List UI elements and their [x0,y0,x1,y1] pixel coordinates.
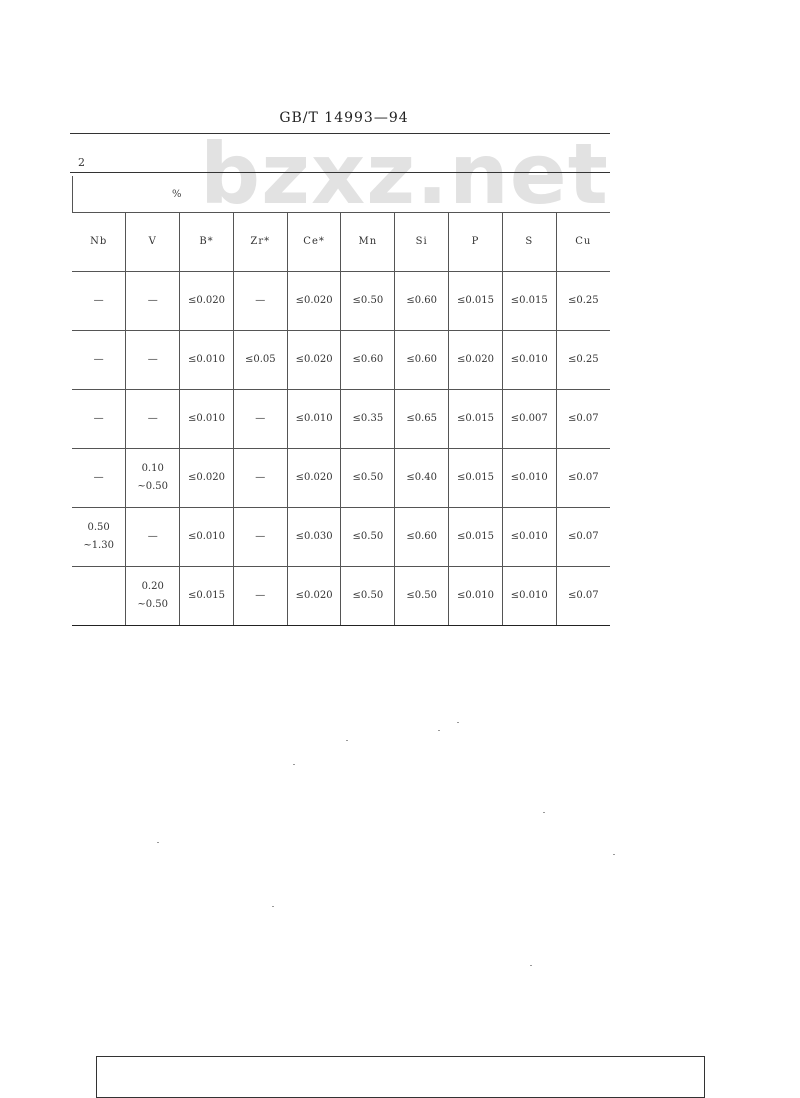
table-cell: ≤0.020 [287,567,341,626]
table-cell: ≤0.50 [395,567,449,626]
table-cell: ≤0.50 [341,508,395,567]
table-cell: ≤0.015 [502,272,556,331]
table-cell: ≤0.50 [341,449,395,508]
scan-speck [457,722,459,723]
table-cell: ≤0.07 [556,390,610,449]
table-row [72,272,610,331]
table-row [72,449,610,508]
table-cell: ≤0.010 [502,567,556,626]
table-cell: ≤0.35 [341,390,395,449]
table-cell: ≤0.010 [180,331,234,390]
column-header: Cu [556,213,610,272]
table-cell: ≤0.015 [180,567,234,626]
scan-speck [157,842,159,843]
table-cell: ≤0.015 [449,508,503,567]
column-header: Mn [341,213,395,272]
column-header: B* [180,213,234,272]
column-header: Nb [72,213,126,272]
table-cell: ≤0.020 [180,449,234,508]
table-cell: ≤0.020 [449,331,503,390]
table-cell: ≤0.010 [502,331,556,390]
table-cell: ≤0.010 [180,508,234,567]
table-cell: ≤0.05 [233,331,287,390]
column-header: P [449,213,503,272]
table-cell: — [233,449,287,508]
scan-speck [543,812,545,813]
table-cell: ≤0.020 [287,272,341,331]
table-cell: ≤0.020 [287,331,341,390]
table-row [72,390,610,449]
table-left-border [72,176,73,212]
table-cell [72,567,126,626]
table-cell: ≤0.60 [395,272,449,331]
unit-label: % [172,189,182,200]
table-number: 2 [78,156,85,169]
table-cell: — [72,449,126,508]
table-cell: — [72,390,126,449]
table-cell: — [72,331,126,390]
table-cell: ≤0.010 [287,390,341,449]
table-cell: — [126,390,180,449]
table-cell: ≤0.65 [395,390,449,449]
table-cell: ≤0.007 [502,390,556,449]
table-row [72,508,610,567]
scan-speck [438,730,440,731]
table-cell: ≤0.60 [395,508,449,567]
table-cell: ≤0.40 [395,449,449,508]
scan-speck [613,854,615,855]
table-cell: ≤0.010 [502,449,556,508]
table-cell: ≤0.60 [341,331,395,390]
table-cell: ≤0.50 [341,272,395,331]
column-header: S [502,213,556,272]
table-cell: ≤0.010 [180,390,234,449]
table-cell: — [233,567,287,626]
table-cell: — [126,272,180,331]
header-rule [70,133,610,134]
table-cell: ≤0.07 [556,567,610,626]
column-header: Si [395,213,449,272]
scan-speck [530,965,532,966]
table-cell: ≤0.60 [395,331,449,390]
table-cell: ≤0.030 [287,508,341,567]
table-cell: 0.50 ~1.30 [72,508,126,567]
table-cell: ≤0.010 [449,567,503,626]
table-cell: 0.10 ~0.50 [126,449,180,508]
scan-speck [272,906,274,907]
footer-frame [96,1056,705,1098]
scan-speck [346,740,348,741]
table-cell: — [233,390,287,449]
table-cell: 0.20 ~0.50 [126,567,180,626]
table-cell: ≤0.015 [449,390,503,449]
watermark: bzxz.net [200,125,609,223]
table-row [72,567,610,626]
table-row [72,331,610,390]
table-cell: ≤0.07 [556,508,610,567]
composition-table [72,212,610,626]
table-cell: — [233,508,287,567]
table-cell: — [72,272,126,331]
table-cell: ≤0.25 [556,272,610,331]
table-cell: ≤0.015 [449,449,503,508]
table-body [72,272,610,626]
table-cell: ≤0.50 [341,567,395,626]
table-cell: — [126,508,180,567]
column-header: V [126,213,180,272]
table-top-rule [70,172,610,173]
table-cell: ≤0.020 [287,449,341,508]
table-cell: ≤0.015 [449,272,503,331]
column-header: Ce* [287,213,341,272]
column-header: Zr* [233,213,287,272]
standard-code: GB/T 14993—94 [279,110,409,126]
table-cell: ≤0.07 [556,449,610,508]
table-header-row [72,213,610,272]
table-cell: — [233,272,287,331]
table-cell: ≤0.25 [556,331,610,390]
table-cell: — [126,331,180,390]
table-cell: ≤0.020 [180,272,234,331]
table-cell: ≤0.010 [502,508,556,567]
scan-speck [293,764,295,765]
